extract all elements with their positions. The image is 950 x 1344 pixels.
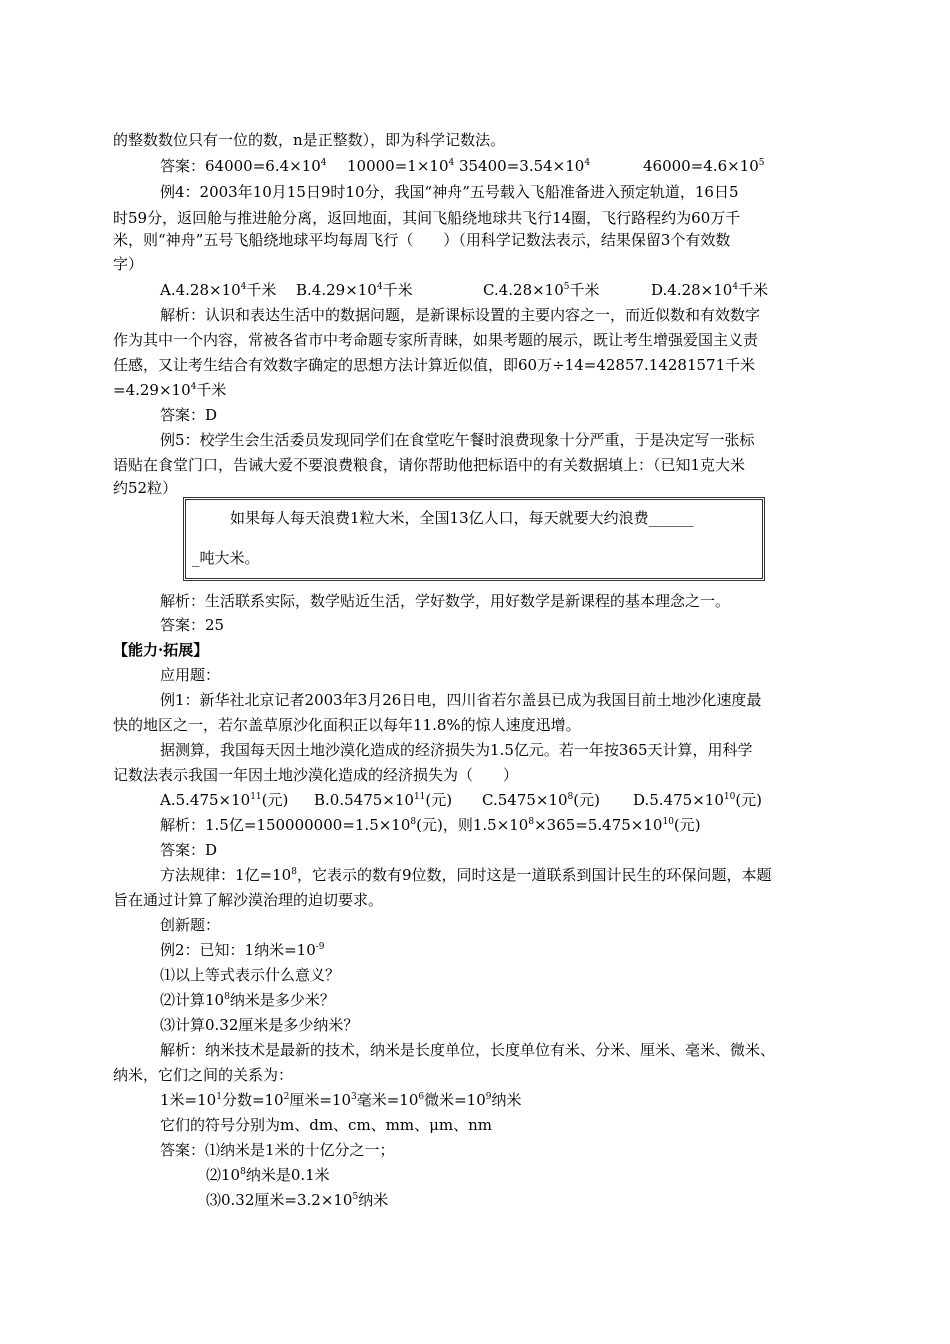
text-line: 旨在通过计算了解沙漠治理的迫切要求。 xyxy=(113,891,384,909)
subsection-heading: 创新题： xyxy=(160,916,221,934)
text-line: 的整数数位只有一位的数，n是正整数），即为科学记数法。 xyxy=(113,131,506,149)
text-line: 作为其中一个内容，常被各省市中考命题专家所青睐，如果考题的展示，既让考生增强爱国主义责 xyxy=(113,331,759,349)
section-heading: 【能力·拓展】 xyxy=(113,641,209,659)
answer-item-2: $⑵10^8$纳米是0.1米 xyxy=(206,1166,330,1184)
option-d: $D.5.475\times 10^{10}$(元) xyxy=(633,791,763,809)
text-line: 任感，又让考生结合有效数字确定的思想方法计算近似值，即60万÷14=42857.14281571千米 xyxy=(113,356,756,374)
answer-part: $46000=4.6\times 10^5$ xyxy=(643,157,765,175)
option-b: $B.4.29\times 10^4$千米 xyxy=(296,281,413,299)
analysis-line: 解析：生活联系实际，数学贴近生活，学好数学，用好数学是新课程的基本理念之一。 xyxy=(160,592,731,610)
question-1: ⑴以上等式表示什么意义？ xyxy=(160,966,341,984)
answer-line: 答案：⑴纳米是1米的十亿分之一； xyxy=(160,1141,395,1159)
option-c: $C.5475\times 10^8$(元) xyxy=(482,791,600,809)
unit-relations: 1米$=10^1$分数$=10^2$厘米$=10^3$毫米$=10^6$微米$=10^9$纳米 xyxy=(160,1091,522,1109)
slogan-line: _吨大米。 xyxy=(192,549,260,567)
option-a: $A.5.475\times 10^{11}$(元) xyxy=(160,791,289,809)
text-line: 记数法表示我国一年因土地沙漠化造成的经济损失为（ ） xyxy=(113,766,519,784)
question-3: ⑶计算0.32厘米是多少纳米？ xyxy=(160,1016,359,1034)
option-a: $A.4.28\times 10^4$千米 xyxy=(160,281,277,299)
analysis-line: 解析：纳米技术是最新的技术，纳米是长度单位，长度单位有米、分米、厘米、毫米、微米、 xyxy=(160,1041,776,1059)
slogan-line: 如果每人每天浪费1粒大米，全国13亿人口，每天就要大约浪费______ xyxy=(230,509,694,527)
text-line: 时59分，返回舱与推进舱分离，返回地面，其间飞船绕地球共飞行14圈，飞行路程约为60万千 xyxy=(113,209,741,227)
example-heading: 例5：校学生会生活委员发现同学们在食堂吃午餐时浪费现象十分严重，于是决定写一张标 xyxy=(160,431,755,449)
option-d: $D.4.28\times 10^4$千米 xyxy=(651,281,769,299)
text-line: 快的地区之一，若尔盖草原沙化面积正以每年11.8%的惊人速度迅增。 xyxy=(113,716,581,734)
text-line: $=4.29\times 10^4$千米 xyxy=(113,381,227,399)
answer-item-3: ⑶0.32厘米$=3.2\times 10^5$纳米 xyxy=(206,1191,389,1209)
option-c: $C.4.28\times 10^5$千米 xyxy=(483,281,600,299)
text-line: 据测算，我国每天因土地沙漠化造成的经济损失为1.5亿元。若一年按365天计算，用科学 xyxy=(160,741,753,759)
text-line: 米，则“神舟”五号飞船绕地球平均每周飞行（ ）（用科学记数法表示，结果保留3个有效数 xyxy=(113,231,731,249)
answer-part: $10000=1\times 10^4$ $35400=3.54\times 10^4$ xyxy=(347,157,591,175)
text-line: 字） xyxy=(113,255,144,273)
answer-line: 答案：D xyxy=(160,406,218,424)
method-line: 方法规律：1亿$=10^8$，它表示的数有9位数，同时这是一道联系到国计民生的环保问题，本题 xyxy=(160,866,772,884)
example-heading: 例4：2003年10月15日9时10分，我国“神舟”五号载入飞船准备进入预定轨道，16日5 xyxy=(160,183,739,201)
question-2: ⑵计算$10^8$纳米是多少米？ xyxy=(160,991,335,1009)
answer-line: 答案：D xyxy=(160,841,218,859)
analysis-line: 解析：1.5亿$=150000000=1.5\times 10^8$(元)，则$1.5\times 10^8\times 365=5.475\times 10^{10}$(元) xyxy=(160,816,701,834)
answer-line: 答案：$64000=6.4\times 10^4$ xyxy=(160,157,327,175)
unit-symbols: 它们的符号分别为m、dm、cm、mm、μm、nm xyxy=(160,1116,492,1134)
answer-line: 答案：25 xyxy=(160,616,225,634)
text-line: 语贴在食堂门口，告诫大爱不要浪费粮食，请你帮助他把标语中的有关数据填上：（已知1克大米 xyxy=(113,456,746,474)
text-line: 约52粒） xyxy=(113,479,178,497)
analysis-line: 解析：认识和表达生活中的数据问题，是新课标设置的主要内容之一，而近似数和有效数字 xyxy=(160,306,761,324)
option-b: $B.0.5475\times 10^{11}$(元) xyxy=(314,791,453,809)
text-line: 纳米，它们之间的关系为： xyxy=(113,1066,294,1084)
subsection-heading: 应用题： xyxy=(160,666,221,684)
example-heading: 例2：已知：1纳米$=10^{-9}$ xyxy=(160,941,325,959)
example-heading: 例1：新华社北京记者2003年3月26日电，四川省若尔盖县已成为我国目前土地沙化速度最 xyxy=(160,691,762,709)
